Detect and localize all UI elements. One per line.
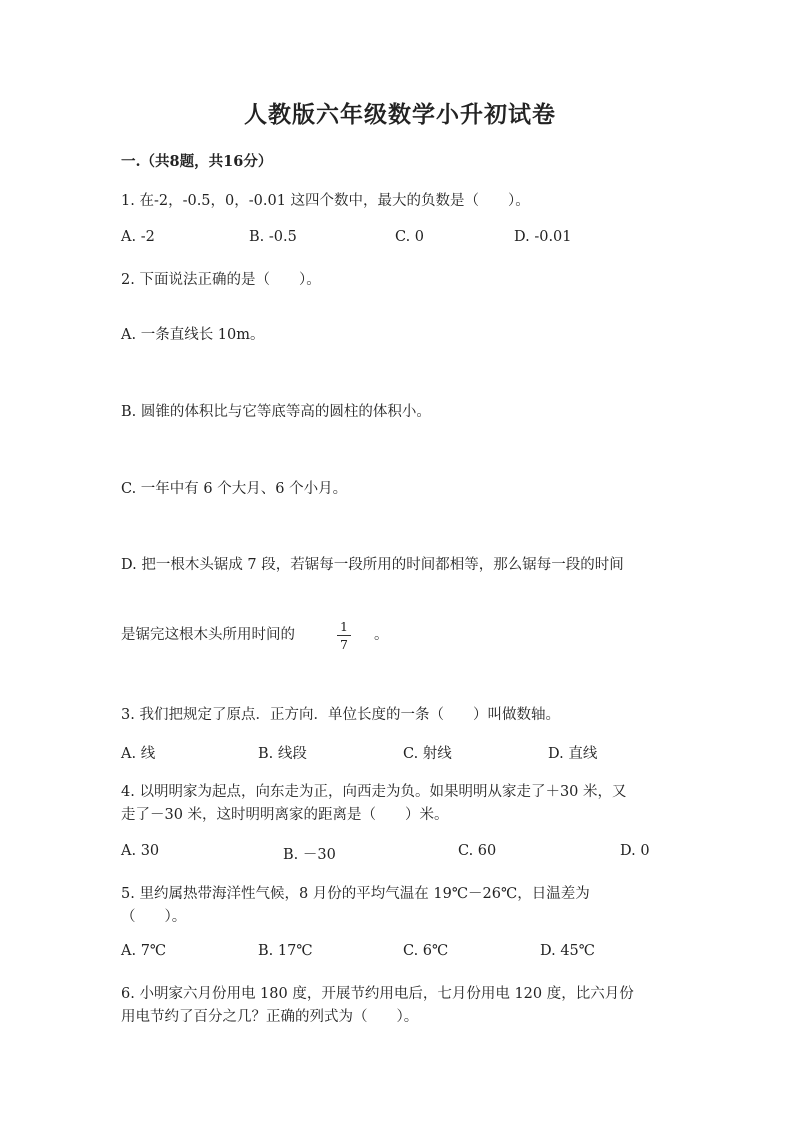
fraction-denominator: 7 [340, 637, 348, 652]
question-6-stem-line1: 6. 小明家六月份用电 180 度，开展节约用电后，七月份用电 120 度，比六月份 [121, 986, 634, 1002]
question-5-option-c: C. 6℃ [403, 943, 449, 959]
question-3-option-a: A. 线 [121, 746, 156, 762]
question-5-option-a: A. 7℃ [121, 943, 167, 959]
question-4-option-a: A. 30 [121, 843, 160, 859]
question-2-option-d-line2: 是锯完这根木头所用时间的 [121, 627, 295, 643]
fraction-one-seventh [333, 619, 355, 652]
question-4-option-c: C. 60 [458, 843, 497, 859]
question-4-option-b: B. －30 [283, 847, 336, 863]
question-6-stem-line2: 用电节约了百分之几？正确的列式为（ ）。 [121, 1009, 419, 1025]
fraction-bar [337, 635, 351, 636]
question-3-stem: 3. 我们把规定了原点．正方向．单位长度的一条（ ）叫做数轴。 [121, 707, 560, 723]
question-3-option-c: C. 射线 [403, 746, 452, 762]
question-2-option-c: C. 一年中有 6 个大月、6 个小月。 [121, 481, 348, 497]
question-4-option-d: D. 0 [620, 843, 650, 859]
question-5-stem-line2: （ ）。 [121, 909, 187, 925]
question-1-option-a: A. -2 [121, 229, 155, 245]
question-4-stem-line1: 4. 以明明家为起点，向东走为正，向西走为负。如果明明从家走了＋30 米，又 [121, 784, 627, 800]
question-2-option-b: B. 圆锥的体积比与它等底等高的圆柱的体积小。 [121, 404, 431, 420]
section-heading: 一.（共8题，共16分） [121, 153, 273, 170]
question-1-option-c: C. 0 [395, 229, 425, 245]
question-5-option-b: B. 17℃ [258, 943, 313, 959]
question-2-stem: 2. 下面说法正确的是（ ）。 [121, 272, 321, 288]
question-5-stem-line1: 5. 里约属热带海洋性气候，8 月份的平均气温在 19℃－26℃，日温差为 [121, 886, 590, 902]
question-1-option-d: D. -0.01 [514, 229, 572, 245]
question-2-period: 。 [374, 627, 389, 643]
question-1-option-b: B. -0.5 [249, 229, 297, 245]
fraction-numerator: 1 [340, 619, 348, 634]
question-5-option-d: D. 45℃ [540, 943, 595, 959]
question-1-stem: 1. 在-2，-0.5，0，-0.01 这四个数中，最大的负数是（ ）。 [121, 193, 530, 209]
question-4-stem-line2: 走了－30 米，这时明明离家的距离是（ ）米。 [121, 807, 449, 823]
question-3-option-b: B. 线段 [258, 746, 307, 762]
question-3-option-d: D. 直线 [548, 746, 598, 762]
question-2-option-d-line1: D. 把一根木头锯成 7 段，若锯每一段所用的时间都相等，那么锯每一段的时间 [121, 557, 624, 573]
page-title: 人教版六年级数学小升初试卷 [244, 101, 556, 128]
question-2-option-a: A. 一条直线长 10m。 [121, 327, 265, 343]
